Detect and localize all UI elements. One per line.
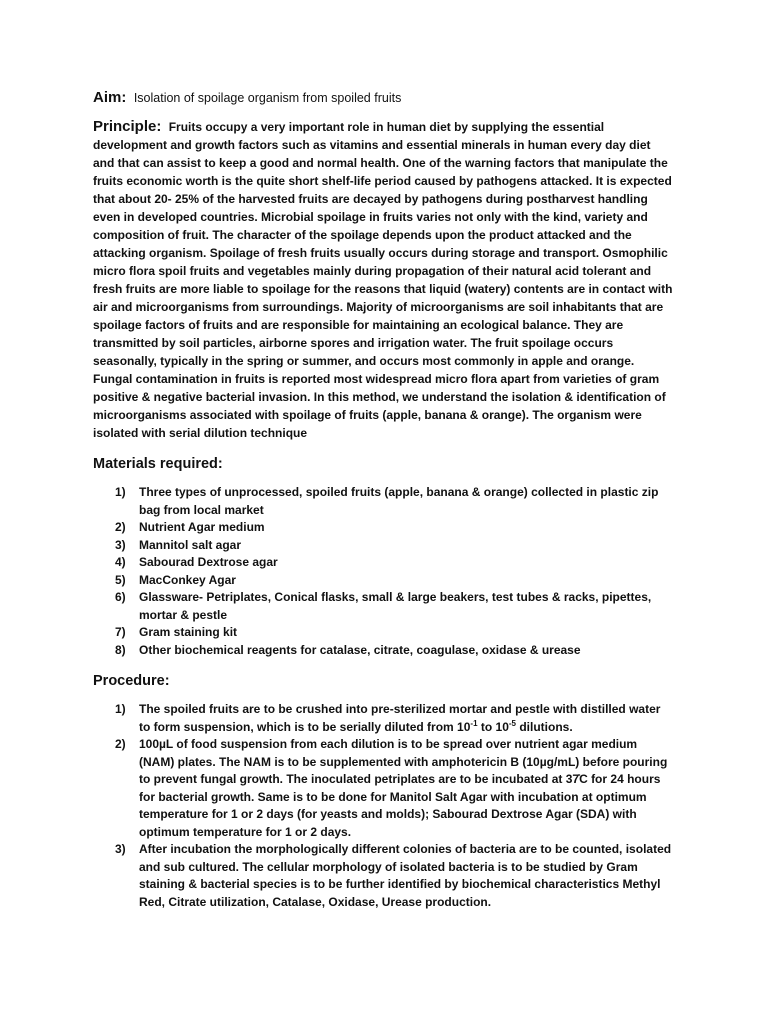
list-item-text: Three types of unprocessed, spoiled fruits (apple, banana & orange) collected in plastic zip bag from local market [139,485,659,517]
list-item [93,701,673,736]
list-item-text: Gram staining kit [139,625,238,639]
list-item-text: After incubation the morphologically different colonies of bacteria are to be counted, isolated and sub cultured. The cellular morphology of isolated bacteria is to be studied by Gram staining & bacterial species is to be further identified by biochemical characteristics Methyl Red, Citrate utilization, Catalase, Oxidase, Urease production. [139,842,672,909]
aim-text: Isolation of spoilage organism from spoiled fruits [133,91,402,105]
list-item [93,624,673,642]
superscript: -1 [470,718,478,728]
list-item-number: 3) [115,842,126,856]
list-item-text: Nutrient Agar medium [139,520,265,534]
list-item-text: Sabourad Dextrose agar [139,555,278,569]
principle-paragraph [93,118,673,442]
list-item-number: 2) [115,737,126,751]
list-item-number: 7) [115,625,126,639]
superscript: -5 [508,718,516,728]
list-item-number: 2) [115,520,126,534]
list-item-text: MacConkey Agar [139,572,236,587]
list-item-number: 5) [115,572,126,587]
list-item-number: 6) [115,590,126,604]
list-item [93,589,673,624]
list-item-number: 4) [115,555,126,569]
document-page [93,88,673,911]
list-item [93,736,673,841]
list-item-text: dilutions. [516,719,573,734]
list-item-number: 8) [115,642,126,657]
principle-label: Principle: [93,118,162,135]
list-item-text: The spoiled fruits are to be crushed into pre-sterilized mortar and pestle with distilled water to form suspension, which is to be serially diluted from 10 [139,702,661,734]
list-item-text: Other biochemical reagents for catalase, citrate, coagulase, oxidase & urease [139,642,581,657]
principle-text: Fruits occupy a very important role in human diet by supplying the essential development and growth factors such as vitamins and essential minerals in human every day diet and that can assist to keep a good and normal health. One of the warning factors that manipulate the fruits economic worth is the quite short shelf-life period caused by pathogens attacked. It is expected that about 20- 25% of the harvested fruits are decayed by pathogens during postharvest handling even in developed countries. Microbial spoilage in fruits varies not only with the kind, variety and composition of fruit. The character of the spoilage depends upon the product attacked and the attacking organism. Spoilage of fresh fruits usually occurs during storage and transport. Osmophilic micro flora spoil fruits and vegetables mainly during propagation of their natural acid tolerant and fresh fruits are more liable to spoilage for the reasons that liquid (watery) contents are in contact with air and microorganisms from surroundings. Majority of microorganisms are soil inhabitants that are spoilage factors of fruits and are responsible for maintaining an ecological balance. They are transmitted by soil particles, airborne spores and irrigation water. The fruit spoilage occurs seasonally, typically in the spring or summer, and occurs most commonly in apple and orange. Fungal contamination in fruits is reported most widespread micro flora apart from varieties of gram positive & negative bacterial invasion. In this method, we understand the isolation & identification of microorganisms associated with spoilage of fruits (apple, banana & orange). The organism were isolated with serial dilution technique [93,120,673,440]
materials-list [93,484,673,659]
list-item [93,537,673,555]
procedure-heading: Procedure: [93,673,170,689]
materials-heading: Materials required: [93,456,223,472]
aim-label: Aim: [93,89,127,106]
list-item [93,554,673,572]
list-item [93,519,673,537]
aim-paragraph [93,88,673,108]
list-item [93,642,673,660]
list-item-text: 100µL of food suspension from each dilution is to be spread over nutrient agar medium (NAM) plates. The NAM is to be supplemented with amphotericin B (10µg/mL) before pouring to prevent fungal growth. The inoculated petriplates are to be incubated at 37̊C for 24 hours for bacterial growth. Same is to be done for Manitol Salt Agar with incubation at optimum temperature for 1 or 2 days (for yeasts and molds); Sabourad Dextrose Agar (SDA) with optimum temperature for 1 or 2 days. [139,737,668,839]
list-item-text: to 10 [477,719,509,734]
procedure-list [93,701,673,911]
list-item-number: 1) [115,702,126,716]
list-item [93,572,673,590]
list-item [93,841,673,911]
list-item-number: 3) [115,537,126,552]
list-item-text: Glassware- Petriplates, Conical flasks, small & large beakers, test tubes & racks, pipettes, mortar & pestle [139,590,652,622]
list-item-number: 1) [115,485,126,499]
list-item-text: Mannitol salt agar [139,537,242,552]
list-item [93,484,673,519]
